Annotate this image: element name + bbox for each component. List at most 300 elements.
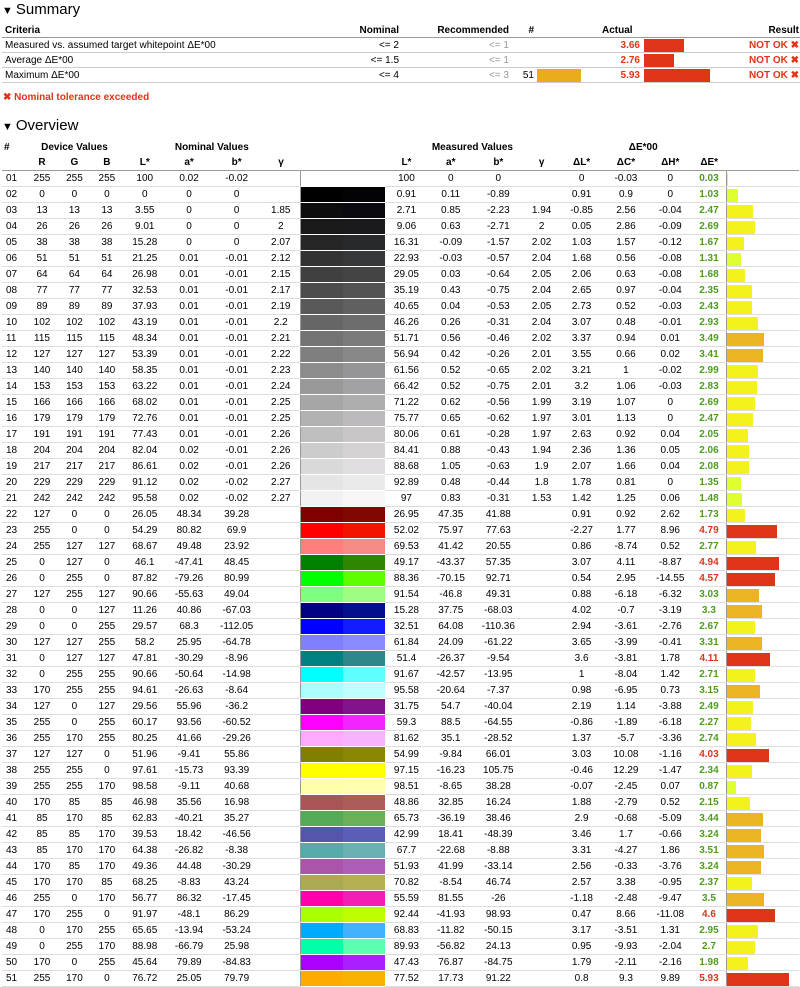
device-r-cell: 115	[26, 331, 58, 347]
color-swatch	[300, 267, 384, 283]
overview-row	[2, 347, 799, 363]
nominal-a-cell: 0.01	[166, 331, 211, 347]
measured-gamma-cell	[523, 667, 560, 683]
nominal-gamma-cell	[262, 187, 301, 203]
color-swatch	[300, 923, 384, 939]
device-g-cell: 255	[58, 779, 90, 795]
nominal-swatch	[301, 315, 343, 330]
delta-h-cell: 0	[649, 411, 692, 427]
measured-l-cell: 51.71	[385, 331, 428, 347]
nominal-gamma-cell	[262, 875, 301, 891]
delta-l-cell: 4.02	[560, 603, 603, 619]
nominal-a-cell: -55.63	[166, 587, 211, 603]
nominal-swatch	[301, 731, 343, 746]
delta-l-cell: 3.01	[560, 411, 603, 427]
nominal-gamma-cell	[262, 795, 301, 811]
delta-e-bar-cell	[726, 283, 799, 299]
measured-gamma-cell	[523, 731, 560, 747]
delta-e-bar	[727, 589, 759, 602]
delta-l-cell: -0.86	[560, 715, 603, 731]
measured-l-cell: 22.93	[385, 251, 428, 267]
measured-b-cell: -0.53	[473, 299, 523, 315]
measured-l-cell: 52.02	[385, 523, 428, 539]
nominal-a-cell: 0	[166, 235, 211, 251]
measured-swatch	[343, 811, 385, 826]
delta-e-bar-cell	[726, 907, 799, 923]
delta-e-cell: 2.27	[692, 715, 727, 731]
summary-heading[interactable]	[0, 0, 800, 20]
nominal-a-cell: 0	[166, 187, 211, 203]
nominal-l-cell: 64.38	[123, 843, 166, 859]
device-r-cell: 85	[26, 811, 58, 827]
row-number-cell: 49	[2, 939, 26, 955]
delta-h-cell: -2.76	[649, 619, 692, 635]
nominal-l-cell: 76.72	[123, 971, 166, 987]
measured-b-cell: -110.36	[473, 619, 523, 635]
device-g-cell: 127	[58, 347, 90, 363]
r-header: R	[26, 155, 58, 171]
nominal-b-cell: -0.01	[212, 427, 262, 443]
device-g-cell: 127	[58, 539, 90, 555]
measured-a-cell: 0.65	[428, 411, 473, 427]
delta-c-cell: 0.56	[603, 251, 648, 267]
nominal-swatch	[301, 603, 343, 618]
measured-swatch	[343, 891, 385, 906]
nominal-swatch	[301, 715, 343, 730]
nominal-a-cell: 0.02	[166, 459, 211, 475]
measured-swatch	[343, 267, 385, 282]
measured-swatch	[343, 299, 385, 314]
disclosure-triangle-icon[interactable]: ▼	[2, 5, 13, 17]
delta-e-bar-cell	[726, 699, 799, 715]
device-b-cell: 255	[91, 171, 123, 187]
nominal-l-cell: 46.98	[123, 795, 166, 811]
measured-b-cell: -48.39	[473, 827, 523, 843]
delta-h-cell: 0.04	[649, 459, 692, 475]
overview-row	[2, 235, 799, 251]
device-r-cell: 140	[26, 363, 58, 379]
device-r-cell: 89	[26, 299, 58, 315]
delta-c-cell: 1.07	[603, 395, 648, 411]
delta-c-cell: 0.66	[603, 347, 648, 363]
delta-h-cell: -0.95	[649, 875, 692, 891]
delta-c-cell: -5.7	[603, 731, 648, 747]
measured-gamma-cell: 2.02	[523, 363, 560, 379]
nominal-a-cell: 41.66	[166, 731, 211, 747]
measured-l-cell: 2.71	[385, 203, 428, 219]
measured-gamma-cell	[523, 187, 560, 203]
delta-l-cell: 2.94	[560, 619, 603, 635]
nominal-b-cell: -0.01	[212, 395, 262, 411]
delta-l-cell: 2.65	[560, 283, 603, 299]
delta-l-cell: -2.27	[560, 523, 603, 539]
nominal-a-cell: 68.3	[166, 619, 211, 635]
delta-h-cell: -2.04	[649, 939, 692, 955]
measured-b-cell: -0.89	[473, 187, 523, 203]
delta-e-bar-cell	[726, 475, 799, 491]
delta-l-cell: 2.73	[560, 299, 603, 315]
nominal-b-cell: -112.05	[212, 619, 262, 635]
actual-value: 5.93	[602, 70, 640, 81]
delta-e-bar-cell	[726, 315, 799, 331]
delta-e-bar	[727, 605, 762, 618]
nominal-gamma-cell	[262, 923, 301, 939]
delta-c-cell: 2.86	[603, 219, 648, 235]
nominal-l-cell: 68.67	[123, 539, 166, 555]
color-swatch	[300, 731, 384, 747]
nominal-l-cell: 39.53	[123, 827, 166, 843]
nominal-gamma-cell	[262, 971, 301, 987]
measured-l-cell: 61.84	[385, 635, 428, 651]
measured-gamma-cell: 1.8	[523, 475, 560, 491]
device-r-cell: 170	[26, 955, 58, 971]
measured-a-cell: 24.09	[428, 635, 473, 651]
delta-e-bar-cell	[726, 779, 799, 795]
delta-e-cell: 2.71	[692, 667, 727, 683]
nominal-swatch	[301, 907, 343, 922]
overview-row	[2, 411, 799, 427]
nominal-a-cell: 93.56	[166, 715, 211, 731]
nominal-a-cell: -40.21	[166, 811, 211, 827]
measured-l-cell: 29.05	[385, 267, 428, 283]
measured-b-cell: -0.64	[473, 267, 523, 283]
delta-e-cell: 2.06	[692, 443, 727, 459]
measured-a-cell: -42.57	[428, 667, 473, 683]
delta-e-bar	[727, 957, 748, 970]
measured-gamma-cell	[523, 555, 560, 571]
measured-a-cell: -43.37	[428, 555, 473, 571]
overview-row	[2, 331, 799, 347]
device-g-cell: 255	[58, 763, 90, 779]
device-b-cell: 170	[91, 779, 123, 795]
delta-e-bar-cell	[726, 715, 799, 731]
measured-gamma-cell: 2.04	[523, 315, 560, 331]
device-g-cell: 153	[58, 379, 90, 395]
nominal-swatch	[301, 683, 343, 698]
measured-b-cell: 38.28	[473, 779, 523, 795]
overview-row	[2, 827, 799, 843]
measured-a-cell: -0.09	[428, 235, 473, 251]
delta-c-cell: 1.14	[603, 699, 648, 715]
row-number-cell: 05	[2, 235, 26, 251]
tolerance-warning: ✖ Nominal tolerance exceeded	[3, 92, 800, 106]
delta-e-cell: 3.24	[692, 827, 727, 843]
measured-a-cell: 17.73	[428, 971, 473, 987]
color-swatch	[300, 395, 384, 411]
device-b-cell: 0	[91, 507, 123, 523]
measured-swatch	[343, 571, 385, 586]
delta-h-cell: -2.16	[649, 955, 692, 971]
summary-title: Summary	[16, 1, 80, 18]
nominal-swatch	[301, 875, 343, 890]
measured-b-cell: -13.95	[473, 667, 523, 683]
nominal-swatch	[301, 283, 343, 298]
measured-gamma-cell	[523, 619, 560, 635]
delta-e-bar-cell	[726, 459, 799, 475]
delta-h-cell: 0.06	[649, 491, 692, 507]
measured-b-cell: -0.65	[473, 363, 523, 379]
color-swatch	[300, 571, 384, 587]
measured-swatch	[343, 459, 385, 474]
nominal-a-cell: 0.02	[166, 491, 211, 507]
measured-gamma-cell	[523, 571, 560, 587]
device-g-cell: 127	[58, 635, 90, 651]
nominal-a-cell: -13.94	[166, 923, 211, 939]
row-number-cell: 08	[2, 283, 26, 299]
nominal-b-cell: 43.24	[212, 875, 262, 891]
measured-gamma-cell	[523, 939, 560, 955]
row-number-cell: 38	[2, 763, 26, 779]
measured-l-cell: 98.51	[385, 779, 428, 795]
color-swatch	[300, 347, 384, 363]
nominal-swatch	[301, 667, 343, 682]
nominal-gamma-cell: 2.2	[262, 315, 301, 331]
measured-a-cell: 76.87	[428, 955, 473, 971]
delta-e-cell: 3.49	[692, 331, 727, 347]
measured-b-cell: -68.03	[473, 603, 523, 619]
measured-a-cell: -41.93	[428, 907, 473, 923]
measured-a-cell: -0.03	[428, 251, 473, 267]
delta-e-cell: 2.08	[692, 459, 727, 475]
delta-e-bar	[727, 941, 755, 954]
nominal-a-cell: -47.41	[166, 555, 211, 571]
color-swatch	[300, 315, 384, 331]
device-g-cell: 255	[58, 571, 90, 587]
overview-row	[2, 683, 799, 699]
delta-e-bar	[727, 269, 745, 282]
nominal-b-header: b*	[212, 155, 262, 171]
delta-h-cell: 0	[649, 187, 692, 203]
delta-e-bar	[727, 189, 738, 202]
nominal-gamma-cell	[262, 763, 301, 779]
device-g-cell: 170	[58, 731, 90, 747]
color-swatch	[300, 363, 384, 379]
delta-e-bar	[727, 685, 760, 698]
delta-c-cell: 2.95	[603, 571, 648, 587]
measured-l-cell: 88.68	[385, 459, 428, 475]
measured-l-cell: 59.3	[385, 715, 428, 731]
nominal-b-cell: -0.01	[212, 299, 262, 315]
delta-e-bar-cell	[726, 939, 799, 955]
nominal-gamma-cell	[262, 731, 301, 747]
overview-heading[interactable]	[0, 116, 800, 136]
device-b-cell: 255	[91, 923, 123, 939]
nominal-a-cell: 0.01	[166, 363, 211, 379]
delta-h-cell: -3.88	[649, 699, 692, 715]
measured-a-cell: 0.03	[428, 267, 473, 283]
nominal-b-cell: -0.01	[212, 267, 262, 283]
nominal-a-cell: 0.01	[166, 267, 211, 283]
delta-e-bar	[727, 509, 745, 522]
disclosure-triangle-icon[interactable]: ▼	[2, 121, 13, 133]
delta-h-cell: 0.52	[649, 539, 692, 555]
measured-gamma-cell	[523, 955, 560, 971]
delta-e-bar-cell	[726, 731, 799, 747]
nominal-gamma-cell	[262, 651, 301, 667]
delta-e-bar-cell	[726, 971, 799, 987]
delta-h-cell: -11.08	[649, 907, 692, 923]
nominal-b-cell: -17.45	[212, 891, 262, 907]
color-swatch	[300, 795, 384, 811]
delta-c-cell: -1.89	[603, 715, 648, 731]
nominal-gamma-cell	[262, 907, 301, 923]
row-number-cell: 41	[2, 811, 26, 827]
nominal-b-cell: 93.39	[212, 763, 262, 779]
device-g-cell: 242	[58, 491, 90, 507]
g-header: G	[58, 155, 90, 171]
device-g-cell: 170	[58, 923, 90, 939]
nominal-swatch	[301, 459, 343, 474]
measured-gamma-cell	[523, 971, 560, 987]
nominal-swatch	[301, 491, 343, 506]
delta-e-cell: 4.6	[692, 907, 727, 923]
overview-row	[2, 667, 799, 683]
nominal-swatch	[301, 619, 343, 634]
measured-l-cell: 97	[385, 491, 428, 507]
nominal-swatch	[301, 939, 343, 954]
overview-row	[2, 459, 799, 475]
delta-e-bar	[727, 781, 736, 794]
measured-a-cell: 0.42	[428, 347, 473, 363]
nominal-swatch	[301, 251, 343, 266]
row-number-cell: 22	[2, 507, 26, 523]
measured-a-cell: 18.41	[428, 827, 473, 843]
device-g-cell: 127	[58, 555, 90, 571]
device-b-cell: 77	[91, 283, 123, 299]
delta-l-cell: 0.88	[560, 587, 603, 603]
delta-e-bar	[727, 701, 753, 714]
nominal-a-cell: 49.48	[166, 539, 211, 555]
delta-l-cell: 0.47	[560, 907, 603, 923]
measured-a-cell: 0	[428, 171, 473, 187]
nominal-l-cell: 49.36	[123, 859, 166, 875]
delta-e-cell: 1.35	[692, 475, 727, 491]
nominal-b-cell: -46.56	[212, 827, 262, 843]
nominal-gamma-cell: 2	[262, 219, 301, 235]
result-cell: NOT OK ✖	[712, 53, 800, 68]
device-r-cell: 85	[26, 843, 58, 859]
delta-l-cell: 1.79	[560, 955, 603, 971]
nominal-b-cell: -8.64	[212, 683, 262, 699]
overview-row	[2, 795, 799, 811]
device-g-cell: 255	[58, 939, 90, 955]
device-r-cell: 255	[26, 763, 58, 779]
measured-l-cell: 97.15	[385, 763, 428, 779]
delta-e-bar	[727, 429, 749, 442]
measured-b-cell: -61.22	[473, 635, 523, 651]
nominal-swatch	[301, 763, 343, 778]
measured-gamma-cell	[523, 523, 560, 539]
color-swatch	[300, 251, 384, 267]
nominal-b-cell: -60.52	[212, 715, 262, 731]
device-b-cell: 0	[91, 187, 123, 203]
nominal-swatch	[301, 203, 343, 218]
delta-l-cell: 1	[560, 667, 603, 683]
measured-gamma-cell	[523, 683, 560, 699]
overview-row	[2, 283, 799, 299]
delta-c-cell: 0.92	[603, 507, 648, 523]
device-b-cell: 166	[91, 395, 123, 411]
measured-b-cell: -8.88	[473, 843, 523, 859]
delta-e-bar	[727, 813, 763, 826]
nominal-swatch	[301, 379, 343, 394]
measured-a-cell: -56.82	[428, 939, 473, 955]
nominal-l-cell: 65.65	[123, 923, 166, 939]
device-g-cell: 0	[58, 715, 90, 731]
nominal-swatch	[301, 843, 343, 858]
delta-e-bar	[727, 669, 756, 682]
summary-row	[2, 38, 800, 53]
delta-l-cell: 3.17	[560, 923, 603, 939]
delta-h-cell: 0.07	[649, 779, 692, 795]
measured-gamma-cell: 1.9	[523, 459, 560, 475]
measured-b-cell: -0.43	[473, 443, 523, 459]
device-r-cell: 166	[26, 395, 58, 411]
measured-a-cell: 0.11	[428, 187, 473, 203]
overview-row	[2, 587, 799, 603]
nominal-gamma-cell	[262, 171, 301, 187]
delta-h-cell: -6.18	[649, 715, 692, 731]
nominal-gamma-cell	[262, 667, 301, 683]
device-r-cell: 0	[26, 187, 58, 203]
measured-b-cell: 24.13	[473, 939, 523, 955]
measured-gamma-cell	[523, 907, 560, 923]
nominal-a-cell: 86.32	[166, 891, 211, 907]
device-r-cell: 255	[26, 971, 58, 987]
overview-title: Overview	[16, 117, 79, 134]
nominal-swatch	[301, 475, 343, 490]
nominal-l-cell: 15.28	[123, 235, 166, 251]
nominal-swatch	[301, 635, 343, 650]
nominal-a-cell: 0	[166, 219, 211, 235]
measured-a-cell: 64.08	[428, 619, 473, 635]
nominal-swatch	[301, 347, 343, 362]
count-bar-cell	[537, 68, 602, 83]
overview-row	[2, 875, 799, 891]
device-r-cell: 85	[26, 827, 58, 843]
measured-a-cell: 0.56	[428, 331, 473, 347]
delta-e-bar-cell	[726, 923, 799, 939]
measured-l-cell: 69.53	[385, 539, 428, 555]
device-r-cell: 127	[26, 507, 58, 523]
nominal-l-cell: 54.29	[123, 523, 166, 539]
measured-l-cell: 15.28	[385, 603, 428, 619]
nominal-a-cell: -26.82	[166, 843, 211, 859]
nominal-l-cell: 90.66	[123, 587, 166, 603]
nominal-l-cell: 53.39	[123, 347, 166, 363]
measured-l-cell: 51.4	[385, 651, 428, 667]
measured-l-cell: 51.93	[385, 859, 428, 875]
delta-l-cell: 3.55	[560, 347, 603, 363]
device-g-cell: 170	[58, 843, 90, 859]
nominal-gamma-cell	[262, 555, 301, 571]
nominal-l-cell: 98.58	[123, 779, 166, 795]
row-number-cell: 42	[2, 827, 26, 843]
nominal-b-cell: -8.96	[212, 651, 262, 667]
nominal-b-cell: -84.83	[212, 955, 262, 971]
nominal-l-cell: 26.05	[123, 507, 166, 523]
delta-e-bar-cell	[726, 363, 799, 379]
delta-c-cell: -3.61	[603, 619, 648, 635]
color-swatch	[300, 187, 384, 203]
delta-l-header: ΔL*	[560, 155, 603, 171]
measured-swatch	[343, 859, 385, 874]
measured-gamma-cell	[523, 603, 560, 619]
color-swatch	[300, 203, 384, 219]
delta-e-cell: 2.49	[692, 699, 727, 715]
delta-c-cell: -2.11	[603, 955, 648, 971]
nominal-l-cell: 46.1	[123, 555, 166, 571]
